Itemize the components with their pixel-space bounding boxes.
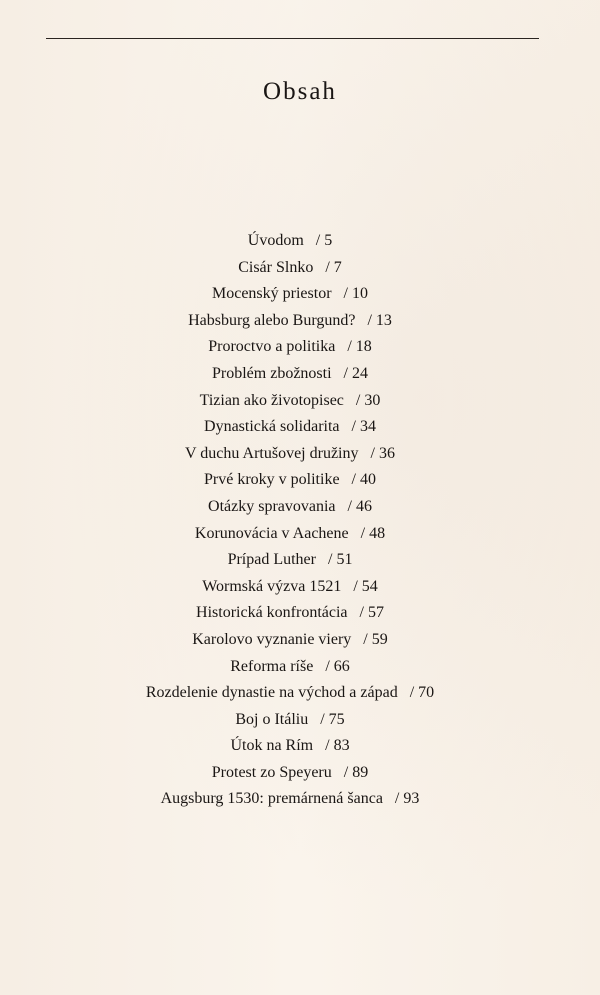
toc-entry-page-number: / 13: [367, 308, 391, 335]
page-title: Obsah: [263, 78, 337, 105]
toc-entry: [0, 334, 580, 361]
toc-entry: [0, 255, 580, 282]
toc-entry-page-number: / 10: [344, 281, 368, 308]
toc-entry: [0, 760, 580, 787]
toc-entry-page-number: / 54: [353, 574, 377, 601]
toc-entry: [0, 627, 580, 654]
toc-entry: [0, 361, 580, 388]
toc-entry-title: Wormská výzva 1521: [202, 577, 342, 595]
toc-entry-page-number: / 7: [325, 255, 341, 282]
toc-entry-title: Augsburg 1530: premárnená šanca: [160, 790, 383, 808]
toc-entry-page-number: / 70: [410, 680, 434, 707]
toc-entry-page-number: / 5: [316, 228, 332, 255]
toc-entry-page-number: / 57: [360, 600, 384, 627]
toc-entry-title: Prípad Luther: [227, 551, 316, 569]
toc-entry-title: Útok na Rím: [230, 737, 314, 755]
toc-entry-page-number: / 40: [352, 467, 376, 494]
toc-entry: [0, 574, 580, 601]
toc-entry-title: Protest zo Speyeru: [211, 763, 332, 781]
toc-entry: [0, 441, 580, 468]
toc-entry: [0, 680, 580, 707]
toc-entry-page-number: / 89: [344, 760, 368, 787]
toc-entry: [0, 733, 580, 760]
toc-entry: [0, 786, 580, 813]
toc-entry-page-number: / 48: [361, 521, 385, 548]
toc-entry-title: Mocenský priestor: [212, 285, 332, 303]
toc-entry-title: Reforma ríše: [230, 657, 314, 675]
toc-entry-title: Úvodom: [247, 232, 304, 249]
toc-entry-title: Historická konfrontácia: [196, 604, 348, 622]
toc-entry: [0, 654, 580, 681]
toc-entry-title: Problém zbožnosti: [212, 364, 332, 382]
toc-entry-title: Habsburg alebo Burgund?: [188, 311, 356, 329]
toc-entry: [0, 521, 580, 548]
toc-entry-page-number: / 24: [344, 361, 368, 388]
toc-entry-page-number: / 18: [347, 334, 371, 361]
toc-entry-page-number: / 83: [325, 733, 349, 760]
toc-entry-page-number: / 36: [371, 441, 395, 468]
toc-entry-page-number: / 46: [348, 494, 372, 521]
toc-entry-page-number: / 51: [328, 547, 352, 574]
toc-entry: [0, 308, 580, 335]
toc-entry-page-number: / 66: [325, 654, 349, 681]
toc-entry: [0, 467, 580, 494]
toc-entry-title: Prvé kroky v politike: [204, 471, 340, 489]
toc-entry: [0, 228, 580, 255]
toc-entry-title: Cisár Slnko: [238, 258, 314, 276]
toc-entry: [0, 281, 580, 308]
toc-entry-page-number: / 34: [352, 414, 376, 441]
toc-entry: [0, 388, 580, 415]
toc-entry-title: Rozdelenie dynastie na východ a západ: [145, 684, 398, 702]
toc-entry-title: Otázky spravovania: [208, 497, 336, 515]
header-rule: [46, 38, 539, 39]
toc-entry-title: Dynastická solidarita: [204, 418, 340, 436]
toc-entry: [0, 707, 580, 734]
toc-entry-title: Karolovo vyznanie viery: [192, 630, 352, 648]
toc-entry-title: Tizian ako životopisec: [199, 391, 344, 409]
toc-entry-page-number: / 59: [363, 627, 387, 654]
toc-entry: [0, 414, 580, 441]
toc-entry: [0, 494, 580, 521]
toc-entry-title: Proroctvo a politika: [208, 338, 336, 356]
toc-entry-title: V duchu Artušovej družiny: [185, 444, 359, 462]
toc-entry: [0, 547, 580, 574]
table-of-contents: [0, 228, 580, 813]
toc-entry-title: Boj o Itáliu: [235, 710, 309, 728]
toc-entry-page-number: / 30: [356, 388, 380, 415]
toc-entry-page-number: / 75: [320, 707, 344, 734]
toc-entry-page-number: / 93: [395, 786, 419, 813]
toc-entry-title: Korunovácia v Aachene: [194, 524, 349, 542]
toc-entry: [0, 600, 580, 627]
